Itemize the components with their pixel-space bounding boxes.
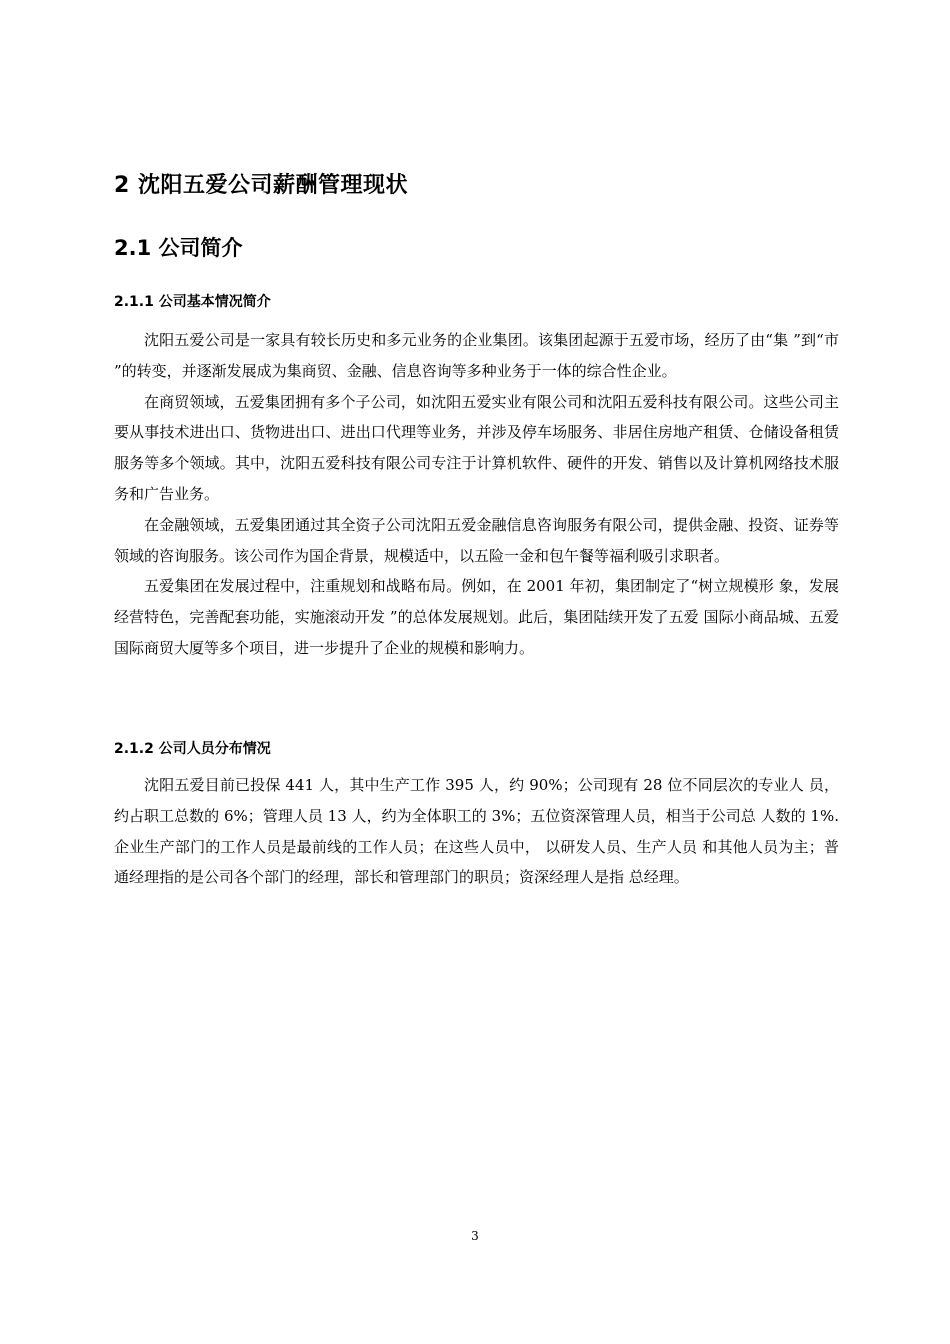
- paragraph: 沈阳五爱目前已投保 441 人，其中生产工作 395 人，约 90%；公司现有 28 位不同层次的专业人 员，约占职工总数的 6%；管理人员 13 人，约为全体职工的 3%；五位资深管理人员，相当于公司总 人数的 1%.企业生产部门的工作人员是最前线的工作人员；在这些人员中， 以研发人员、生产人员 和其他人员为主；普通经理指的是公司各个部门的经理，部长和管理部门的职员；资深经理人是指 总经理。: [114, 776, 839, 887]
- section-title: 2.1 公司简介: [114, 236, 243, 260]
- paragraph: 沈阳五爱公司是一家具有较长历史和多元业务的企业集团。该集团起源于五爱市场，经历了由“集 ”到“市 ”的转变，并逐渐发展成为集商贸、金融、信息咨询等多种业务于一体的综合性企业。: [114, 331, 839, 380]
- subsection-body-2-1-2: [114, 770, 839, 893]
- subsection-title-2-1-1: 2.1.1 公司基本情况简介: [114, 294, 271, 310]
- chapter-title: 2 沈阳五爱公司薪酬管理现状: [114, 173, 408, 198]
- subsection-body-2-1-1: [114, 325, 839, 664]
- paragraph: 在金融领域，五爱集团通过其全资子公司沈阳五爱金融信息咨询服务有限公司，提供金融、投资、证券等领域的咨询服务。该公司作为国企背景，规模适中，以五险一金和包午餐等福利吸引求职者。: [114, 515, 839, 565]
- page-number: 3: [471, 1229, 479, 1243]
- subsection-title-2-1-2: 2.1.2 公司人员分布情况: [114, 741, 271, 757]
- paragraph: 五爱集团在发展过程中，注重规划和战略布局。例如，在 2001 年初，集团制定了“树立规模形 象，发展经营特色，完善配套功能，实施滚动开发 ”的总体发展规划。此后，集团陆续开发了五爱 国际小商品城、五爱国际商贸大厦等多个项目，进一步提升了企业的规模和影响力。: [114, 577, 839, 657]
- paragraph: 在商贸领域，五爱集团拥有多个子公司，如沈阳五爱实业有限公司和沈阳五爱科技有限公司。这些公司主要从事技术进出口、货物进出口、进出口代理等业务，并涉及停车场服务、非居住房地产租赁、仓储设备租赁服务等多个领域。其中，沈阳五爱科技有限公司专注于计算机软件、硬件的开发、销售以及计算机网络技术服务和广告业务。: [114, 392, 839, 503]
